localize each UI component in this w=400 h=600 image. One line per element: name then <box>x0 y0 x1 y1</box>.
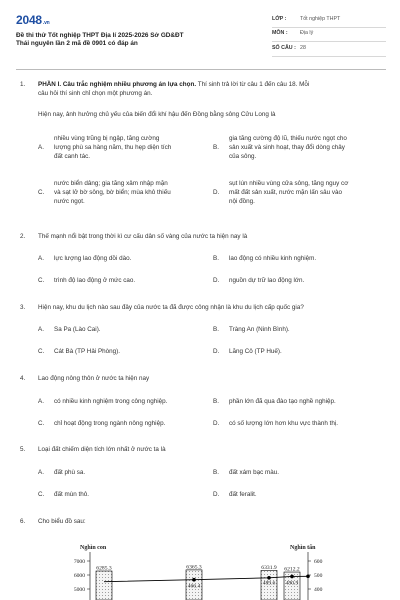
left-tick-label: 7000 <box>73 559 85 565</box>
question-stem: Lao động nông thôn ở nước ta hiện nay <box>38 375 150 382</box>
left-tick-label: 5000 <box>73 587 85 593</box>
option-letter: D. <box>213 420 220 427</box>
meta-subject-row <box>272 28 386 43</box>
header-divider <box>16 69 386 70</box>
line-point <box>267 576 271 580</box>
option-text: trình độ lao động ở mức cao. <box>54 277 136 284</box>
line-value-label: 489.6 <box>262 580 276 587</box>
part-desc-line-2: câu hỏi thí sinh chỉ chọn một phương án. <box>38 90 153 98</box>
option-text: Tràng An (Ninh Bình). <box>229 326 290 333</box>
question-5 <box>20 445 382 454</box>
option-text: nhiều vùng trũng bị ngập, tăng cường <box>54 135 160 142</box>
right-tick-label: 400 <box>314 587 323 593</box>
line-point <box>290 575 294 579</box>
option-letter: C. <box>38 348 45 355</box>
option-text: đất feralit. <box>229 491 257 498</box>
meta-count-label: SỐ CÂU : <box>272 44 296 51</box>
bar-value-label: 6365.3 <box>186 564 202 571</box>
meta-class-label: LỚP : <box>272 15 287 22</box>
line-path <box>104 576 308 581</box>
bar-value-label: 6212.2 <box>284 566 300 573</box>
logo-text: 2048 <box>16 13 42 27</box>
option-text: đất xám bạc màu. <box>229 469 280 476</box>
question-stem: Hiện nay, ảnh hưởng chủ yếu của biến đổi khí hậu đến Đồng bằng sông Cửu Long là <box>38 111 276 118</box>
bar-value-label: 6285.3 <box>96 565 112 572</box>
part-instructions <box>38 80 382 98</box>
question-number: 5. <box>20 446 26 453</box>
part-title: PHẦN I. Câu trắc nghiệm nhiều phương án lựa chọn. <box>38 81 197 88</box>
exam-meta <box>272 13 386 57</box>
option-letter: A. <box>38 326 44 333</box>
part-desc-line-1: Thí sinh trả lời từ câu 1 đến câu 18. Mỗi <box>196 81 310 88</box>
option-letter: A. <box>38 255 44 262</box>
option-letter: A. <box>38 144 44 151</box>
logo-suffix: .vn <box>42 20 50 26</box>
question-number: 6. <box>20 518 26 525</box>
question-number: 2. <box>20 233 26 240</box>
question-2 <box>20 232 382 241</box>
option-text: phần lớn đã qua đào tạo nghề nghiệp. <box>229 398 336 405</box>
meta-subject-label: MÔN : <box>272 30 288 37</box>
bar-value-label: 6331.9 <box>261 564 277 571</box>
option-letter: D. <box>213 348 220 355</box>
left-ticks <box>74 559 90 593</box>
option-letter: B. <box>213 398 219 405</box>
option-text: sụt lún nhiều vùng cửa sông, tăng nguy cơ <box>229 180 349 187</box>
option-letter: C. <box>38 277 45 284</box>
line-point <box>192 578 196 582</box>
question-number: 1. <box>20 81 26 88</box>
meta-class-value: Tốt nghiệp THPT <box>300 15 341 22</box>
option-text: mất đất sản xuất, nước mặn lấn sâu vào <box>229 189 343 197</box>
option-letter: B. <box>213 144 219 151</box>
exam-header <box>16 12 386 62</box>
option-text: Sa Pa (Lào Cai). <box>54 326 101 333</box>
option-letter: C. <box>38 491 45 498</box>
line-point <box>306 574 310 578</box>
option-text: có nhiều kinh nghiệm trong công nghiệp. <box>54 398 168 405</box>
option-text: chỉ hoạt động trong ngành nông nghiệp. <box>54 420 166 427</box>
question-stem: Hiện nay, khu du lịch nào sau đây của nước ta đã được công nhận là khu du lịch cấp quốc gia? <box>38 304 304 311</box>
question-number: 3. <box>20 304 26 311</box>
option-text: lượng phù sa hàng năm, thu hẹp diện tích <box>54 144 172 152</box>
option-text: Lăng Cô (TP Huế). <box>229 348 282 355</box>
option-text: lao động có nhiều kinh nghiệm. <box>229 255 317 262</box>
question-1 <box>20 80 382 98</box>
exam-title <box>16 32 256 49</box>
question-4 <box>20 374 382 383</box>
option-letter: D. <box>213 189 220 196</box>
option-letter: A. <box>38 469 44 476</box>
bar <box>96 571 112 600</box>
option-text: của sông. <box>229 153 257 161</box>
meta-class-row <box>272 13 386 28</box>
line-value-label: 490.9 <box>285 580 299 587</box>
question-6 <box>20 517 382 526</box>
option-text: đất canh tác. <box>54 153 91 161</box>
meta-count-value: 28 <box>300 44 306 51</box>
line-series <box>104 574 310 589</box>
option-text: nội đồng. <box>229 198 255 206</box>
option-letter: C. <box>38 420 45 427</box>
right-tick-label: 500 <box>314 573 323 579</box>
option-text: có số lượng lớn hơn khu vực thành thị. <box>229 420 339 427</box>
option-letter: B. <box>213 255 219 262</box>
question-number: 4. <box>20 375 26 382</box>
option-letter: C. <box>38 189 45 196</box>
right-axis-label: Nghìn tấn <box>290 545 316 551</box>
left-tick-label: 6000 <box>73 573 85 579</box>
exam-title-line-1: Đề thi thử Tốt nghiệp THPT Địa lí 2025-2026 Sở GD&ĐT <box>16 32 184 39</box>
question-stem: Cho biểu đồ sau: <box>38 518 86 525</box>
exam-title-line-2: Thái nguyên lần 2 mã đề 0901 có đáp án <box>16 40 138 48</box>
question-3 <box>20 303 382 312</box>
option-text: đất phù sa. <box>54 469 86 476</box>
option-text: sản xuất và sinh hoạt, thay đổi dòng chảy <box>229 144 345 152</box>
left-axis-label: Nghìn con <box>80 545 107 551</box>
option-text: nguồn dự trữ lao động lớn. <box>229 277 305 284</box>
combo-chart <box>50 540 360 600</box>
option-text: nước ngọt. <box>54 198 85 206</box>
option-letter: B. <box>213 469 219 476</box>
option-letter: A. <box>38 398 44 405</box>
question-stem: Thế mạnh nổi bật trong thời kì cư cấu dân số vàng của nước ta hiện nay là <box>38 233 248 240</box>
line-value-label: 466.4 <box>187 583 201 590</box>
question-stem: Loại đất chiếm diện tích lớn nhất ở nước ta là <box>38 446 166 453</box>
right-tick-label: 600 <box>314 559 323 565</box>
option-letter: D. <box>213 491 220 498</box>
option-text: nước biển dâng; gia tăng xâm nhập mặn <box>54 180 168 187</box>
question-1-stem <box>20 110 382 119</box>
meta-count-row <box>272 42 386 57</box>
option-text: gia tăng cường độ lũ, thiếu nước ngọt cho <box>229 135 347 142</box>
option-text: và sạt lở bờ sông, bờ biển; mùa khô thiếu <box>54 189 171 197</box>
option-text: đất mùn thô. <box>54 491 90 498</box>
option-text: lực lượng lao động dồi dào. <box>54 255 132 262</box>
option-text: Cát Bà (TP Hải Phòng). <box>54 348 121 355</box>
right-ticks <box>308 559 323 593</box>
option-letter: D. <box>213 277 220 284</box>
meta-subject-value: Địa lý <box>300 30 314 37</box>
option-letter: B. <box>213 326 219 333</box>
